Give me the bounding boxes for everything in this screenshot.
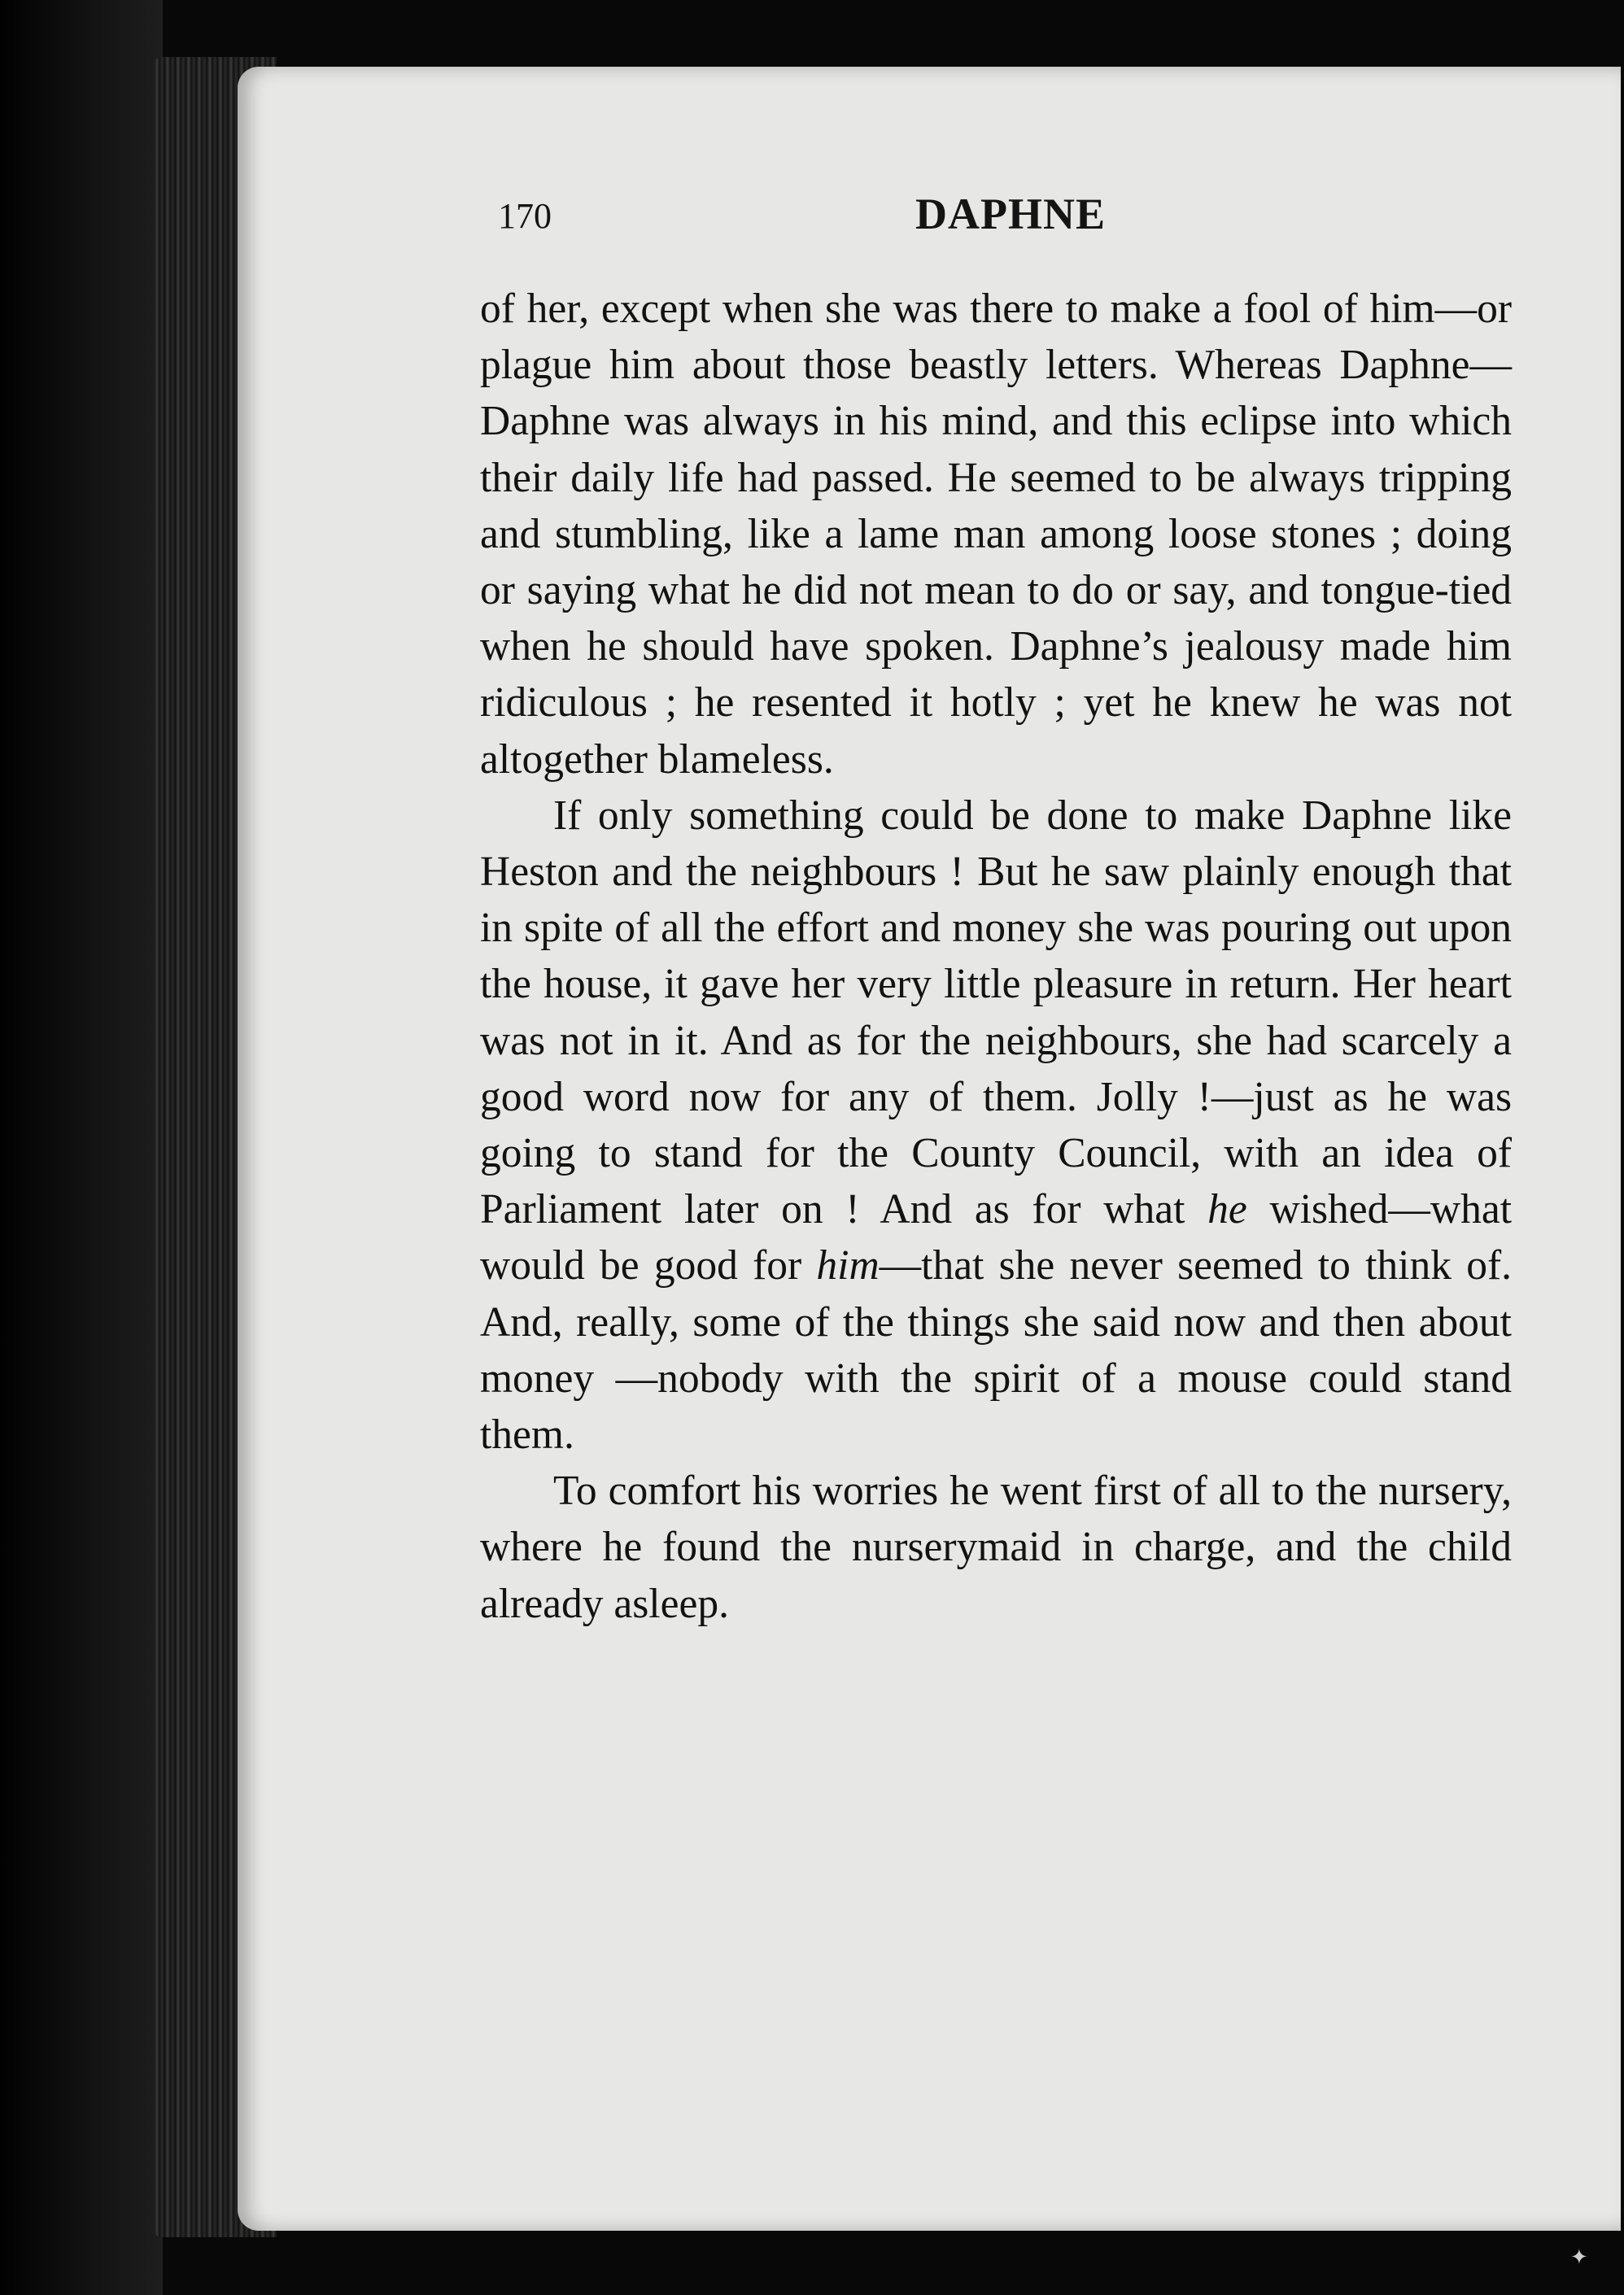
page-title: DAPHNE <box>915 190 1106 238</box>
body-paragraph <box>480 788 1512 1463</box>
body-paragraph <box>480 1463 1512 1632</box>
italic-text: him <box>816 1242 880 1289</box>
spine-shadow <box>0 0 163 2295</box>
paragraph-text: —that she never seemed to think of. And, really, some of the things she said now and then about money —nobody with the spirit of a mouse could stand them. <box>480 1242 1512 1459</box>
paragraph-text: of her, except when she was there to make a fool of him—or plague him about those beastly letters. Whereas Daphne—Daphne was always in his mind, and this eclipse into which their daily life had passed. He seemed to be always tripping and stumbling, like a lame man among loose stones ; doing or saying what he did not mean to do or say, and tongue-tied when he should have spoken. Daphne’s jealousy made him ridiculous ; he resented it hotly ; yet he knew he was not altogether blameless. <box>480 286 1512 783</box>
body-paragraph <box>480 281 1512 788</box>
paragraph-text: wished—what would be good for <box>480 1186 1513 1289</box>
corner-mark-icon: ✦ <box>1570 2245 1588 2270</box>
body-text <box>480 281 1512 1632</box>
paragraph-text: If only something could be done to make Daphne like Heston and the neighbours ! But he saw plainly enough that in spite of all the effort and money she was pouring out upon the house, it gave her very little pleasure in return. Her heart was not in it. And as for the neighbours, she had scarcely a good word now for any of them. Jolly !—just as he was going to stand for the County Council, with an idea of Parliament later on ! And as for what <box>480 792 1512 1233</box>
running-head <box>498 190 1507 260</box>
paragraph-text: To comfort his worries he went first of all to the nursery, where he found the nurserymaid in charge, and the child already asleep. <box>480 1468 1512 1627</box>
page-number: 170 <box>498 196 552 236</box>
italic-text: he <box>1207 1186 1247 1233</box>
